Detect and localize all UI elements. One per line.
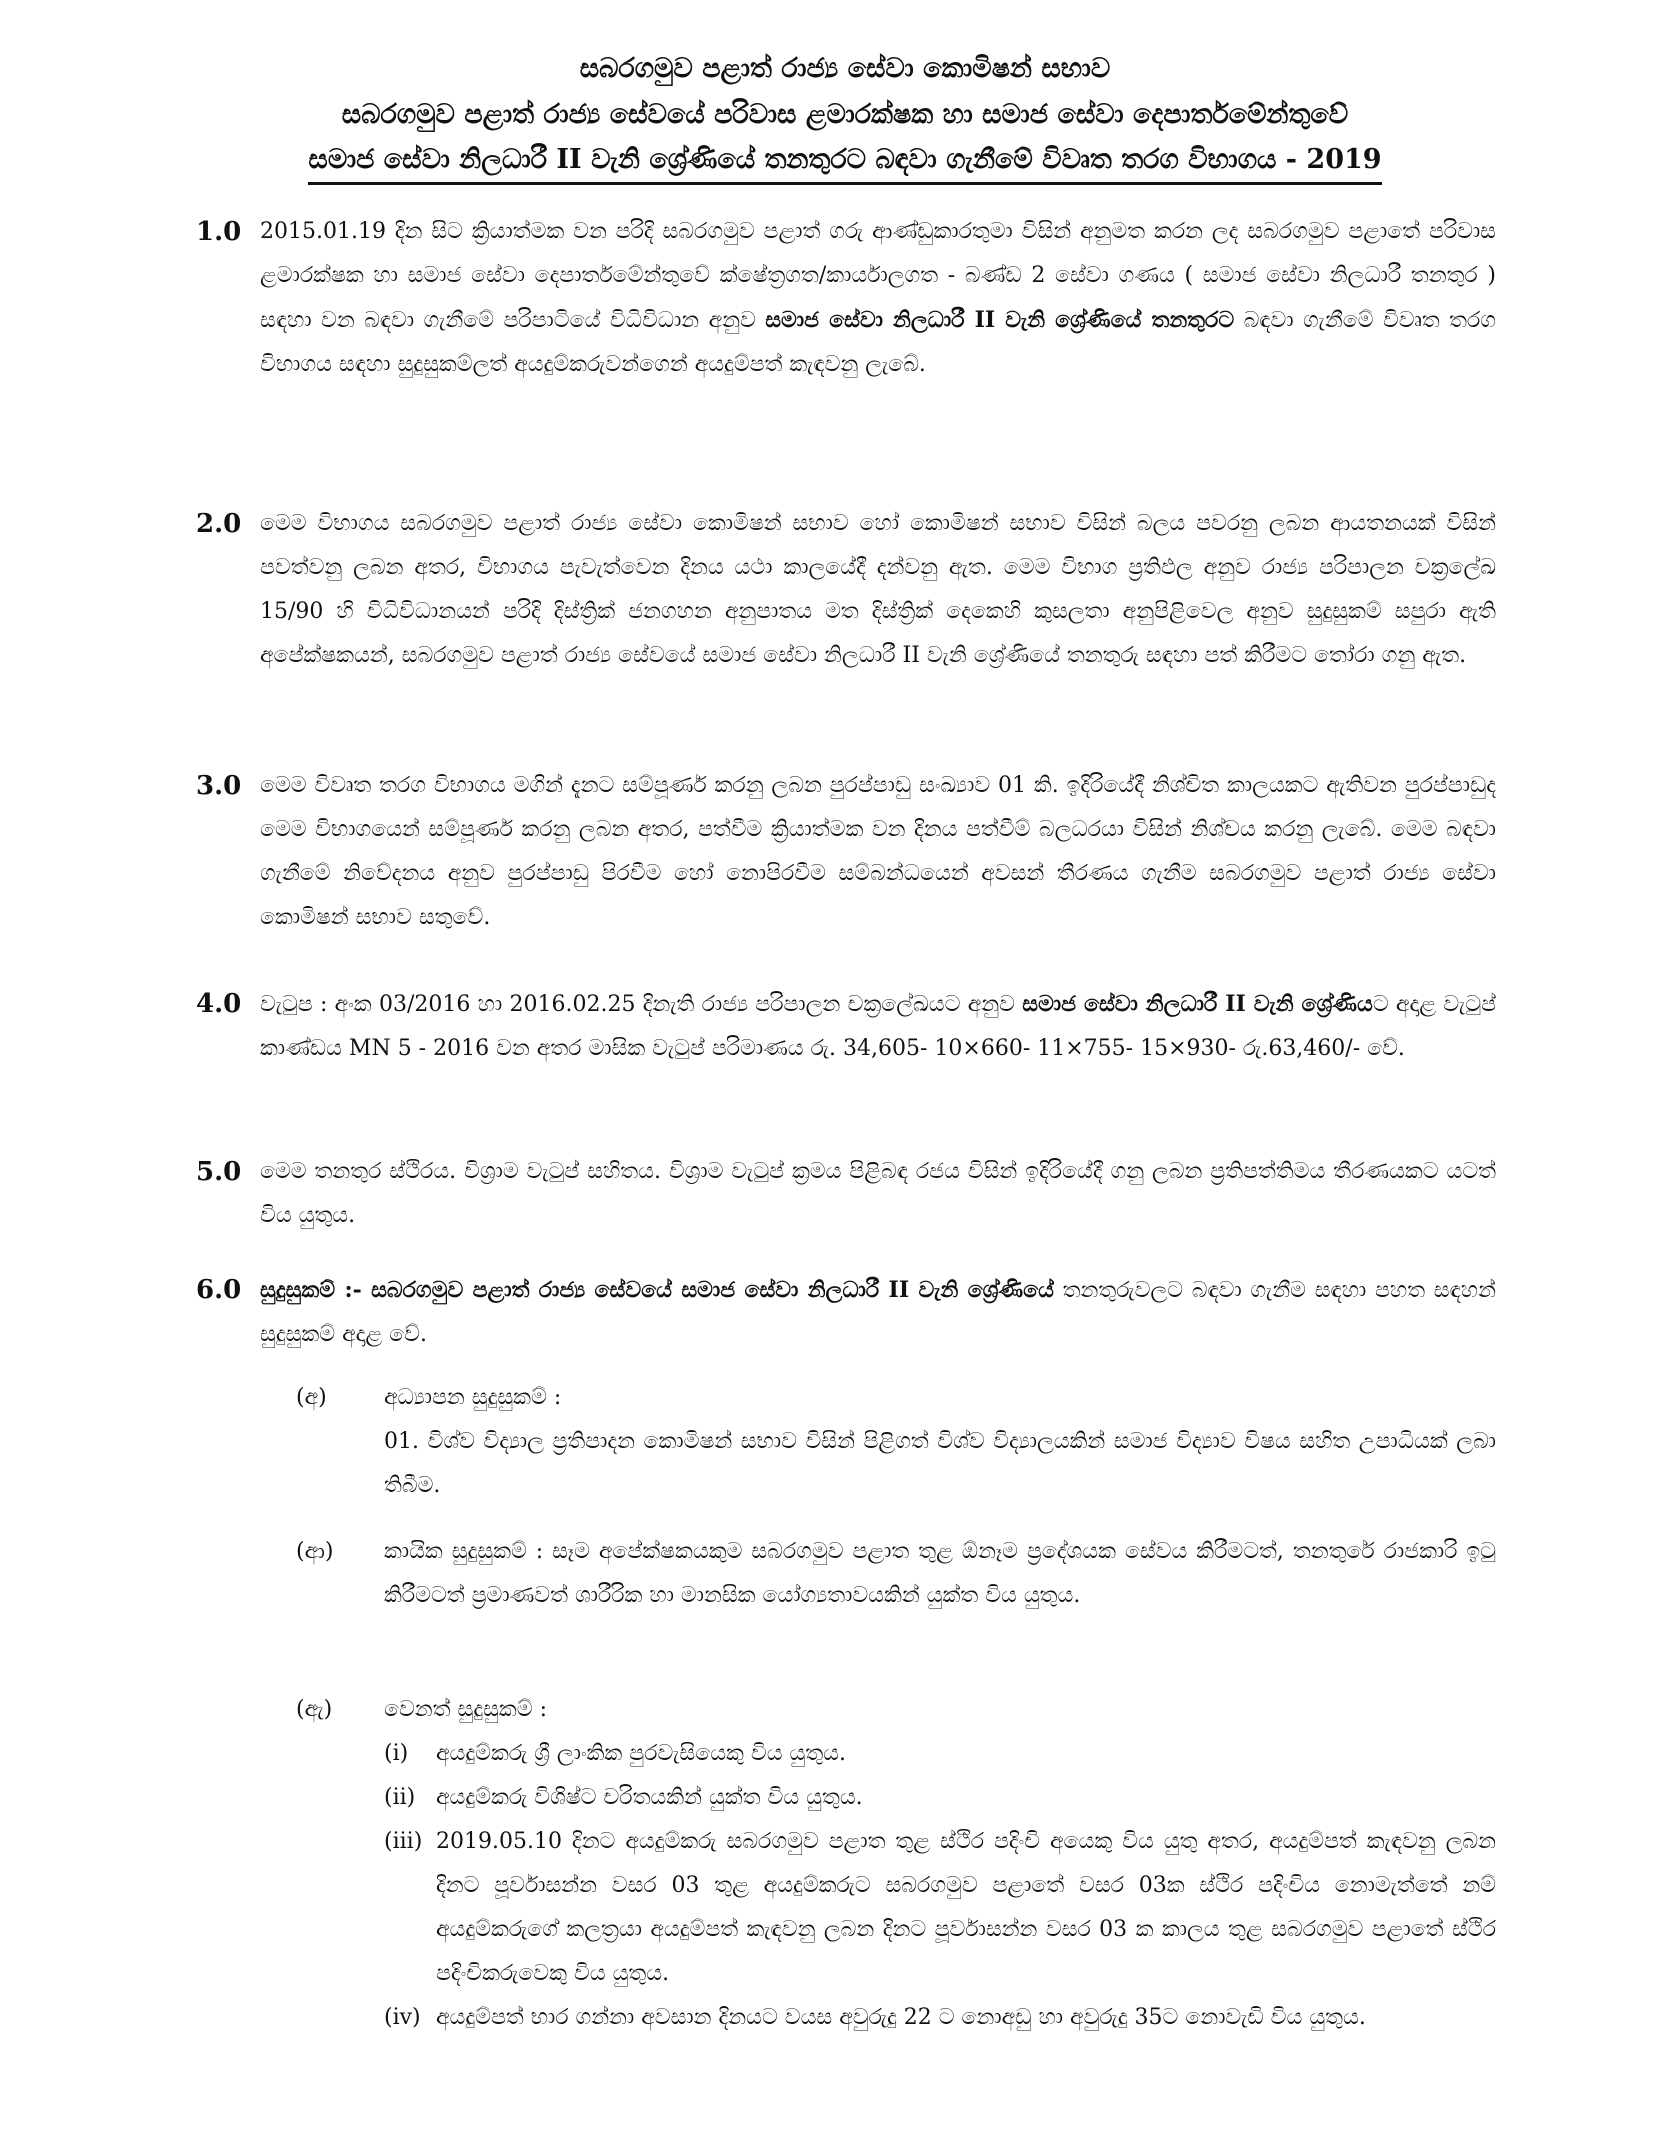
list-item-text: 2019.05.10 දිනට අයදුම්කරු සබරගමුව පළාත තුළ ස්ථිර පදිංචි අයෙකු විය යුතු අතර, අයදුම්පත් කැඳවනු ලබන දිනට පූර්වාසන්න වසර 03 තුළ අයදුම්කරුට සබරගමුව පළාතේ වසර 03ක ස්ථිර පදිංචිය නොමැත්තේ නම් අයදුම්කරුගේ කලත්‍රයා අයදුම්පත් කැඳවනු ලබන දිනට පූර්වාසන්න වසර 03 ක කාලය තුළ සබරගමුව පළාතේ ස්ථිර පදිංචිකරුවෙකු විය යුතුය.: [436, 1829, 1496, 1986]
section-text-part: වැටුප : අංක 03/2016 හා 2016.02.25 දිනැති රාජ්‍ය පරිපාලන චක්‍රලේඛයට අනුව: [260, 992, 1023, 1017]
list-item: [384, 1996, 1496, 2040]
subsection-text: 01. විශ්ව විද්‍යාල ප්‍රතිපාදන කොමිෂන් සභාව විසින් පිළිගත් විශ්ව විද්‍යාලයකින් සමාජ විද්‍යාව විෂය සහිත උපාධියක් ලබා තිබීම.: [384, 1429, 1496, 1498]
section-number: 2.0: [196, 509, 242, 539]
section-number: 1.0: [196, 217, 242, 247]
list-item-label: (ii): [384, 1785, 416, 1810]
list-item-text: අයදුම්කරු ශ්‍රී ලාංකික පුරවැසියෙකු විය යුතුය.: [436, 1741, 846, 1766]
section-number: 5.0: [196, 1157, 242, 1187]
subsection-education: [296, 1376, 1496, 1508]
section-text-part: ට අදාළ වැටුප් කාණ්ඩය MN 5 - 2016 වන අතර මාසික වැටුප් පරිමාණය රු. 34,605- 10×660- 11×755- 15×930- රු.63,460/- වේ.: [260, 992, 1496, 1061]
list-item-label: (iii): [384, 1829, 423, 1854]
header-title-commission: සබරගමුව පළාත් රාජ්‍ය සේවා කොමිෂන් සභාව: [579, 53, 1111, 84]
section-text-part: බඳවා ගැනීමේ විවෘත තරග විභාගය සඳහා සුදුසුකම්ලත් අයදුම්කරුවන්ගෙන් අයදුම්පත් කැඳවනු ලැබේ.: [260, 308, 1496, 377]
header-title-exam: සමාජ සේවා නිලධාරී II වැනි ශ්‍රේණියේ තනතුරට බඳවා ගැනීමේ විවෘත තරග විභාගය - 2019: [308, 138, 1381, 185]
list-item: [384, 1732, 1496, 1776]
section-number: 3.0: [196, 771, 242, 801]
subsection-label: (අ): [296, 1385, 327, 1410]
section-text: [260, 982, 1496, 1071]
list-item: [384, 1820, 1496, 1996]
section-text-part: තනතුරුවලට බඳවා ගැනීම සඳහා පහත සඳහන් සුදුසුකම් අදාළ වේ.: [260, 1278, 1496, 1347]
subsection-text: කායික සුදුසුකම් : සෑම අපේක්ෂකයකුම සබරගමුව පළාත තුළ ඕනෑම ප්‍රදේශයක සේවය කිරීමටත්, තනතුරේ රාජකාරි ඉටු කිරීමටත් ප්‍රමාණවත් ශාරීරික හා මානසික යෝග්‍යතාවයකින් යුක්ත විය යුතුය.: [384, 1539, 1496, 1608]
subsection-physical: [296, 1530, 1496, 1618]
section-number: 4.0: [196, 989, 242, 1019]
section-3: [196, 764, 1496, 940]
list-item-text: අයදුම්කරු විශිෂ්ට චරිතයකින් යුක්ත විය යුතුය.: [436, 1785, 863, 1810]
list-item-text: අයදුම්පත් භාර ගන්නා අවසාන දිනයට වයස අවුරුදු 22 ට නොඅඩු හා අවුරුදු 35ට නොවැඩි විය යුතුය.: [436, 2005, 1366, 2030]
list-item-label: (iv): [384, 2005, 421, 2030]
section-text-part: 2015.01.19 දින සිට ක්‍රියාත්මක වන පරිදි සබරගමුව පළාත් ගරු ආණ්ඩුකාරතුමා විසින් අනුමත කරන ලද සබරගමුව පළාතේ පරිවාස ළමාරක්ෂක හා සමාජ සේවා දෙපාර්තමේන්තුවේ ක්ෂේත්‍රගත/කාර්යාලගත - බණ්ඩ 2 සේවා ගණය ( සමාජ සේවා නිලධාරී තනතුර ) සඳහා වන බඳවා ගැනීමේ පරිපාටියේ විධිවිධාන අනුව: [260, 219, 1496, 333]
subsection-body: [384, 1376, 1496, 1508]
document-header: [200, 46, 1490, 185]
section-1: [196, 210, 1496, 387]
section-text-bold: සුදුසුකම් :- සබරගමුව පළාත් රාජ්‍ය සේවයේ සමාජ සේවා නිලධාරී II වැනි ශ්‍රේණියේ: [260, 1277, 1054, 1303]
section-6: [196, 1268, 1496, 1357]
section-text: මෙම විභාගය සබරගමුව පළාත් රාජ්‍ය සේවා කොමිෂන් සභාව හෝ කොමිෂන් සභාව විසින් බලය පවරනු ලබන ආයතනයක් විසින් පවත්වනු ලබන අතර, විභාගය පැවැත්වෙන දිනය යථා කාලයේදී දන්වනු ඇත. මෙම විභාග ප්‍රතිඵල අනුව රාජ්‍ය පරිපාලන චක්‍රලේඛ 15/90 හි විධිවිධානයන් පරිදි දිස්ත්‍රික් ජනගහන අනුපාතය මත දිස්ත්‍රික් දෙකෙහි කුසලතා අනුපිළිවෙල අනුව සුදුසුකම් සපුරා ඇති අපේක්ෂකයන්, සබරගමුව පළාත් රාජ්‍ය සේවයේ සමාජ සේවා නිලධාරී II වැනි ශ්‍රේණියේ තනතුරු සඳහා පත් කිරීමට තෝරා ගනු ඇත.: [260, 511, 1496, 668]
section-2: [196, 502, 1496, 678]
section-number: 6.0: [196, 1275, 242, 1305]
list-item-label: (i): [384, 1741, 409, 1766]
section-text: මෙම විවෘත තරග විභාගය මගින් දැනට සම්පූර්ණ කරනු ලබන පුරප්පාඩු සංඛ්‍යාව 01 කි. ඉදිරියේදී නිශ්චිත කාලයකට ඇතිවන පුරප්පාඩුද මෙම විභාගයෙන් සම්පූර්ණ කරනු ලබන අතර, පත්වීම ක්‍රියාත්මක වන දිනය පත්වීම් බලධරයා විසින් නිශ්චය කරනු ලැබේ. මෙම බඳවා ගැනීමේ නිවේදනය අනුව පුරප්පාඩු පිරවීම හෝ නොපිරවීම සම්බන්ධයෙන් අවසන් තීරණය ගැනීම සබරගමුව පළාත් රාජ්‍ය සේවා කොමිෂන් සභාව සතුවේ.: [260, 773, 1496, 930]
subsection-label: (ආ): [296, 1539, 334, 1564]
subsection-other: [296, 1688, 1496, 2040]
section-4: [196, 982, 1496, 1071]
section-text: [260, 210, 1496, 387]
section-5: [196, 1150, 1496, 1238]
header-title-department: සබරගමුව පළාත් රාජ්‍ය සේවයේ පරිවාස ළමාරක්ෂක හා සමාජ සේවා දෙපාර්තමේන්තුවේ: [341, 99, 1349, 130]
section-text-bold: සමාජ සේවා නිලධාරී II වැනි ශ්‍රේණියේ තනතුරට: [765, 307, 1235, 333]
subsection-title: අධ්‍යාපන සුදුසුකම් :: [384, 1385, 562, 1410]
section-text-bold: සමාජ සේවා නිලධාරී II වැනි ශ්‍රේණිය: [1022, 991, 1373, 1017]
section-text: මෙම තනතුර ස්ථිරය. විශ්‍රාම වැටුප් සහිතය. විශ්‍රාම වැටුප් ක්‍රමය පිළිබඳ රජය විසින් ඉදිරියේදී ගනු ලබන ප්‍රතිපත්තිමය තීරණයකට යටත් විය යුතුය.: [260, 1159, 1496, 1228]
list-item: [384, 1776, 1496, 1820]
section-text: [260, 1268, 1496, 1357]
subsection-title: වෙනත් සුදුසුකම් :: [384, 1697, 548, 1722]
subsection-label: (ඇ): [296, 1697, 333, 1722]
subsection-body: [384, 1688, 1496, 2040]
